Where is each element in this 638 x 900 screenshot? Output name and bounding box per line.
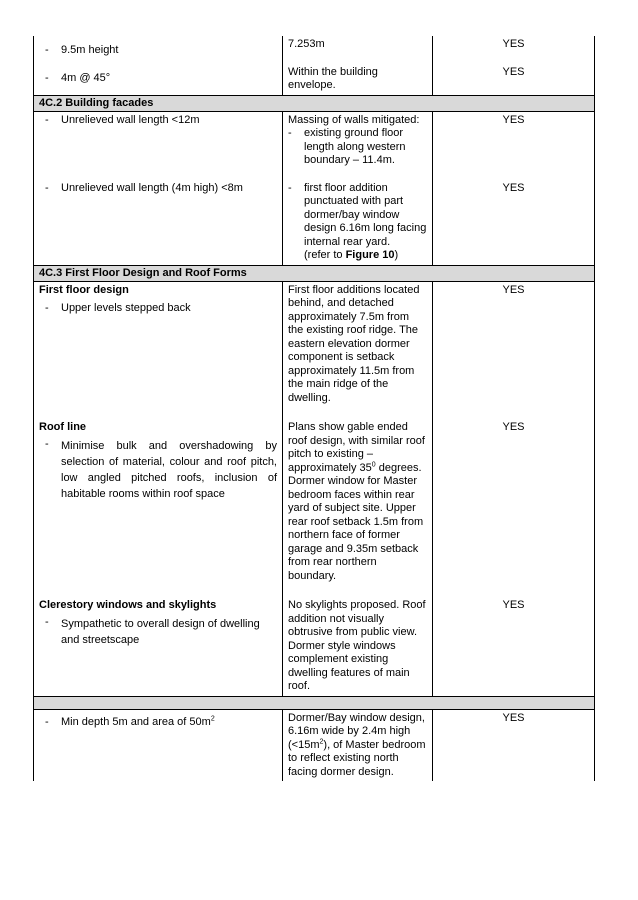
- section-separator: [34, 696, 595, 709]
- response-cell: - first floor addition punctuated with part dormer/bay window design 6.16m long facing internal rear yard. (refer to Figure 10): [283, 170, 433, 266]
- row-heading: Clerestory windows and skylights: [39, 599, 217, 611]
- compliance-table: [33, 36, 595, 781]
- row-heading: First floor design: [39, 283, 129, 296]
- section-header: 4C.3 First Floor Design and Roof Forms: [34, 265, 595, 281]
- compliance-cell: YES: [433, 170, 595, 266]
- compliance-cell: YES: [433, 60, 595, 96]
- table-row: [34, 170, 595, 266]
- criterion-item: - Unrelieved wall length <12m: [45, 113, 200, 126]
- compliance-cell: YES: [433, 36, 595, 60]
- response-cell: Dormer/Bay window design, 6.16m wide by 2.4m high $(<15m^2)$, of Master bedroom to reflect existing north facing dormer design.: [283, 709, 433, 781]
- response-cell: Within the building envelope.: [283, 60, 433, 96]
- table-row: [34, 36, 595, 60]
- table-row: First floor design - Upper levels stepped back First floor additions located behind, and detached approximately 7.5m from the existing roof ridge. The eastern elevation dormer component is setback approximately 11.5m from the main ridge of the dwelling. YES: [34, 281, 595, 419]
- response-cell: No skylights proposed. Roof addition not visually obtrusive from public view. Dormer style windows complement existing dwelling features of main roof.: [283, 597, 433, 696]
- response-cell: 7.253m: [283, 36, 433, 60]
- table-row: [34, 60, 595, 96]
- response-cell: Plans show gable ended roof design, with similar roof pitch to existing – approximately $35^0$ degrees. Dormer window for Master bedroom faces within rear yard of subject site. Upper rear roof setback 1.5m from northern face of former garage and 9.35m setback from rear northern boundary.: [283, 419, 433, 597]
- criterion-item: - Unrelieved wall length (4m high) <8m: [45, 181, 243, 194]
- response-cell: First floor additions located behind, and detached approximately 7.5m from the existing roof ridge. The eastern elevation dormer component is setback approximately 11.5m from the main ridge of the dwelling.: [283, 281, 433, 419]
- compliance-cell: YES: [433, 597, 595, 696]
- section-header: 4C.2 Building facades: [34, 95, 595, 111]
- table-row: Roof line - Minimise bulk and overshadowing by selection of material, colour and roof pitch, low angled pitched roofs, inclusion of habitable rooms within roof space Plans show gable ended roof design, with similar roof pitch to existing – approximately $35^0$ degrees. Dormer window for Master bedroom faces within rear yard of subject site. Upper rear roof setback 1.5m from northern face of former garage and 9.35m setback from rear northern boundary. YES: [34, 419, 595, 597]
- row-heading: Roof line: [39, 421, 87, 433]
- table-row: [34, 111, 595, 170]
- table-row: Clerestory windows and skylights - Sympathetic to overall design of dwelling and streetscape No skylights proposed. Roof addition not visually obtrusive from public view. Dormer style windows complement existing dwelling features of main roof. YES: [34, 597, 595, 696]
- table-row: - Min depth 5m and area of $50m^2$ Dormer/Bay window design, 6.16m wide by 2.4m high $(<15m^2)$, of Master bedroom to reflect existing north facing dormer design. YES: [34, 709, 595, 781]
- criterion-item: - 4m @ 45°: [45, 71, 111, 84]
- compliance-cell: YES: [433, 111, 595, 170]
- compliance-cell: YES: [433, 709, 595, 781]
- compliance-cell: YES: [433, 419, 595, 597]
- response-cell: Massing of walls mitigated: - existing ground floor length along western boundary – 11.4m.: [283, 111, 433, 170]
- criterion-item: - 9.5m height: [45, 44, 119, 56]
- compliance-cell: YES: [433, 281, 595, 419]
